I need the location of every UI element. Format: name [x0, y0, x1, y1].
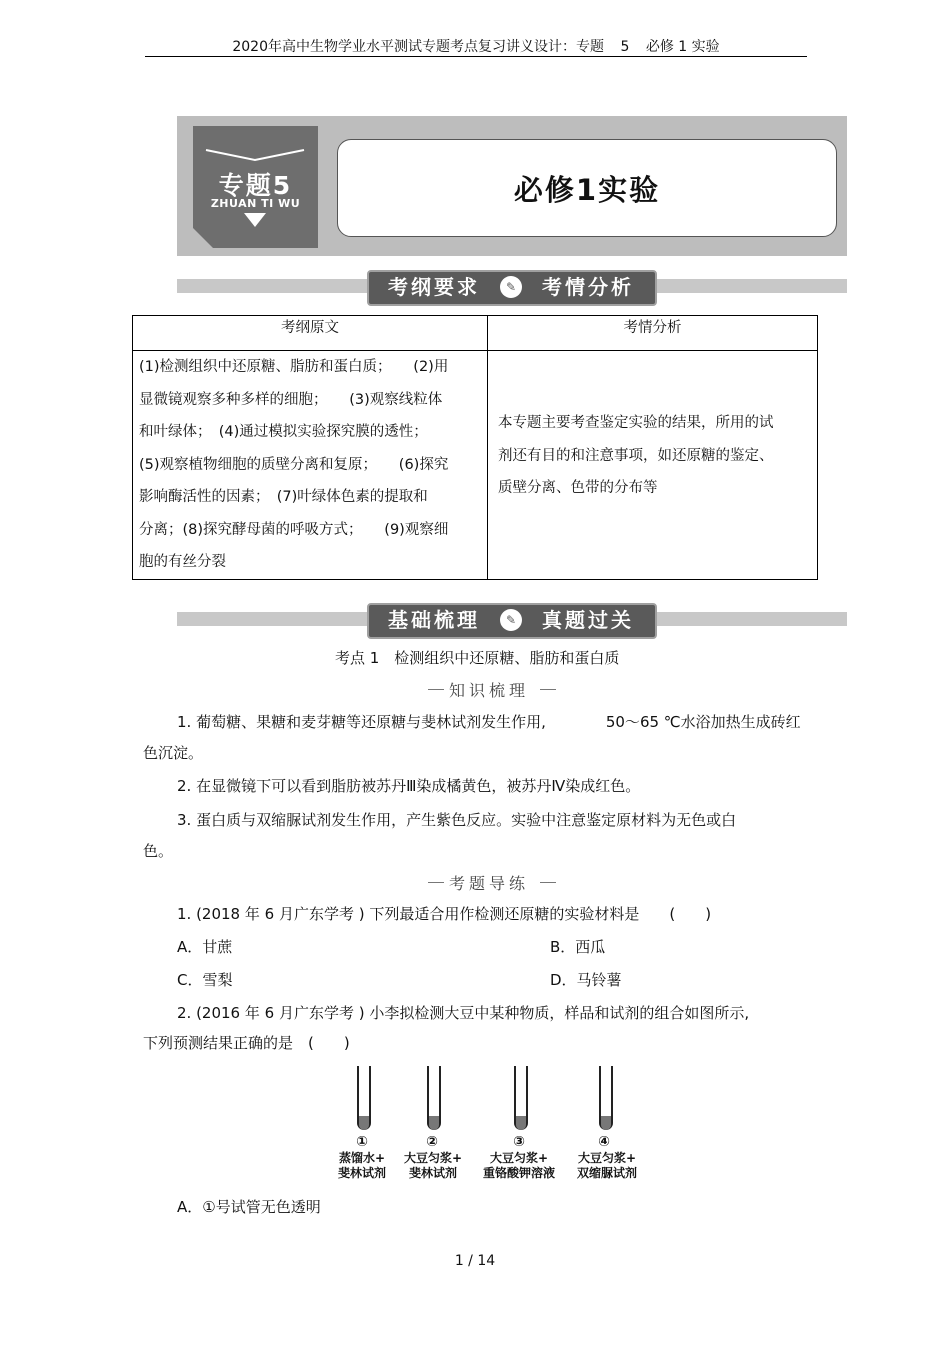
- syllabus-line: 影响酶活性的因素； (7)叶绿体色素的提取和: [139, 489, 428, 505]
- mini-head-line: [428, 882, 444, 883]
- tube-number: ③: [513, 1134, 525, 1150]
- section-label-left: 基础梳理: [388, 608, 480, 632]
- emblem-fold-corner: [193, 228, 213, 248]
- tube-liquid: [359, 1116, 369, 1130]
- header-number: 5: [620, 39, 630, 55]
- syllabus-line: (1)检测组织中还原糖、脂肪和蛋白质； (2)用: [139, 359, 449, 375]
- syllabus-line: (5)观察植物细胞的质壁分离和复原； (6)探究: [139, 456, 449, 473]
- syllabus-line: 显微镜观察多种多样的细胞； (3)观察线粒体: [139, 391, 443, 408]
- analysis-line: 本专题主要考查鉴定实验的结果，所用的试: [498, 415, 774, 431]
- section-label-left: 考纲要求: [388, 275, 480, 299]
- tube-liquid: [516, 1116, 526, 1130]
- tube-number: ④: [598, 1134, 610, 1150]
- knowledge-heading: 知识梳理: [449, 681, 530, 700]
- mini-head-line: [540, 882, 556, 883]
- page-number: 1 / 14: [454, 1253, 496, 1269]
- syllabus-line: 胞的有丝分裂: [139, 554, 226, 570]
- mini-head-line: [428, 689, 444, 690]
- page-title: 必修1实验: [513, 173, 661, 207]
- analysis-line: 剂还有目的和注意事项，如还原糖的鉴定、: [498, 447, 774, 464]
- question-2-option-a: A．①号试管无色透明: [177, 1198, 321, 1216]
- knowledge-item-1: 1. 葡萄糖、果糖和麦芽糖等还原糖与斐林试剂发生作用, 50～65 ℃水浴加热生成砖红: [177, 713, 801, 731]
- section-label-right: 真题过关: [542, 608, 634, 632]
- table-row: [133, 351, 818, 580]
- tube-number: ①: [356, 1134, 368, 1150]
- header-title: 2020年高中生物学业水平测试专题考点复习讲义设计：专题: [232, 39, 604, 55]
- tube-caption: 大豆匀浆+: [577, 1151, 637, 1165]
- tube-caption: 斐林试剂: [337, 1166, 386, 1180]
- tube-caption: 重铬酸钾溶液: [482, 1166, 555, 1180]
- practice-heading: 考题导练: [449, 874, 530, 893]
- emblem-triangle-icon: [244, 213, 266, 227]
- topic-pinyin: ZHUAN TI WU: [210, 197, 301, 210]
- tube-liquid: [429, 1116, 439, 1130]
- question-1-option-a: A．甘蔗: [177, 938, 233, 956]
- emblem-chevron-icon: [204, 148, 306, 162]
- question-1-option-d: D．马铃薯: [550, 971, 622, 989]
- analysis-line: 质壁分离、色带的分布等: [498, 480, 658, 496]
- table-header-cell: 考情分析: [488, 316, 818, 351]
- knowledge-item-3-cont: 色。: [143, 842, 174, 860]
- tube-caption: 双缩脲试剂: [576, 1166, 637, 1180]
- kaodian-heading: 考点 1 检测组织中还原糖、脂肪和蛋白质: [335, 649, 620, 667]
- tube-caption: 斐林试剂: [408, 1166, 457, 1180]
- table-header-row: [133, 316, 818, 351]
- section-label-right: 考情分析: [542, 275, 634, 299]
- syllabus-line: 分离；(8)探究酵母菌的呼吸方式； (9)观察细: [139, 521, 449, 538]
- tube-caption: 蒸馏水+: [338, 1151, 386, 1165]
- knowledge-item-3: 3. 蛋白质与双缩脲试剂发生作用，产生紫色反应。实验中注意鉴定原材料为无色或白: [177, 811, 737, 829]
- syllabus-text-cell: [133, 351, 488, 580]
- question-2-stem: 2. (2016 年 6 月广东学考 ) 小李拟检测大豆中某种物质，样品和试剂的组合如图所示,: [177, 1004, 750, 1022]
- tube-liquid: [601, 1116, 611, 1130]
- knowledge-item-2: 2. 在显微镜下可以看到脂肪被苏丹Ⅲ染成橘黄色，被苏丹Ⅳ染成红色。: [177, 777, 641, 795]
- mini-head-line: [540, 689, 556, 690]
- header-course: 必修 1 实验: [645, 39, 720, 55]
- question-2-stem-cont: 下列预测结果正确的是 ( ): [143, 1034, 350, 1052]
- tube-caption: 大豆匀浆+: [403, 1151, 463, 1165]
- running-header: [145, 36, 807, 57]
- question-1-stem: 1. (2018 年 6 月广东学考 ) 下列最适合用作检测还原糖的实验材料是 ( ): [177, 905, 712, 923]
- syllabus-line: 和叶绿体； (4)通过模拟实验探究膜的透性；: [139, 424, 428, 440]
- table-header-cell: 考纲原文: [133, 316, 488, 351]
- syllabus-table: [132, 315, 818, 580]
- section-divider-icon: ✎: [500, 609, 522, 631]
- section-divider-icon: ✎: [500, 276, 522, 298]
- question-1-option-b: B．西瓜: [550, 938, 606, 956]
- analysis-text-cell: [488, 351, 818, 580]
- topic-label: 专题5: [218, 171, 293, 200]
- knowledge-item-1-cont: 色沉淀。: [143, 744, 204, 762]
- tube-caption: 大豆匀浆+: [489, 1151, 549, 1165]
- tube-number: ②: [426, 1134, 438, 1150]
- question-1-option-c: C．雪梨: [177, 971, 233, 989]
